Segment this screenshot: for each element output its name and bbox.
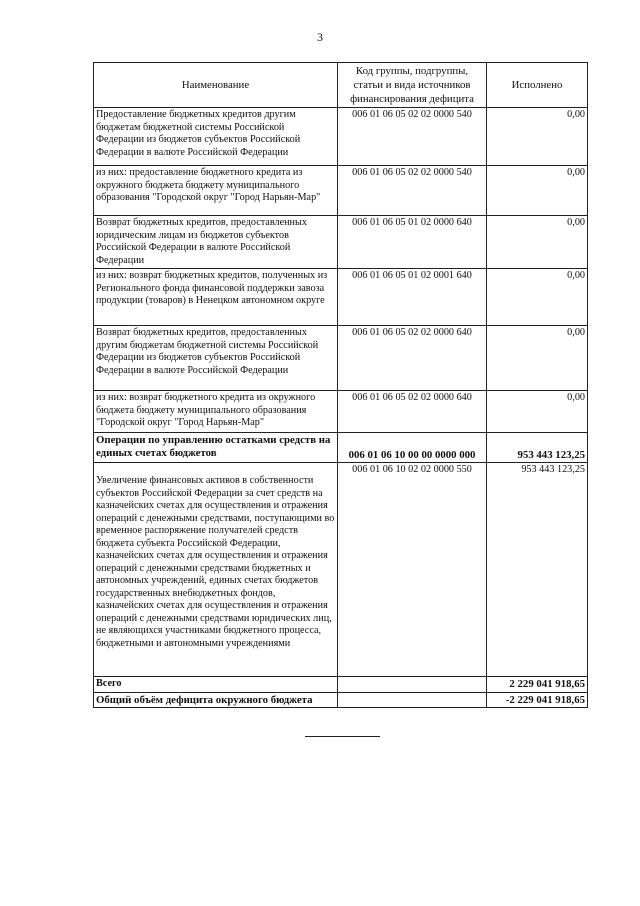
row-name: из них: предоставление бюджетного кредита из окружного бюджета бюджету муниципального образования "Городской округ "Город Нарьян-Мар" [94,166,338,216]
row-name: Возврат бюджетных кредитов, предоставленных другим бюджетам бюджетной системы Российской Федерации из бюджетов субъектов Российской Федерации в валюте Российской Федерации [94,326,338,391]
row-amount: 0,00 [487,166,588,216]
total-amount: 2 229 041 918,65 [487,677,588,693]
row-name: Увеличение финансовых активов в собственности субъектов Российской Федерации за счет средств на казначейских счетах для осуществления и отражения операций с денежными средствами, поступающими во временное распоряжение получателей средств бюджета субъекта Российской Федерации, казначейских счетах для осуществления и отражения операций с денежными средствами бюджетных и автономных учреждений, единых счетах бюджетов государственных внебюджетных фондов, казначейских счетах для осуществления и отражения операций с денежными средствами юридических лиц, не являющихся участниками бюджетного процесса, бюджетными и автономными учреждениями [94,463,338,677]
table-row [94,166,588,216]
table-row-operations [94,433,588,463]
row-amount: 953 443 123,25 [487,463,588,677]
row-amount: 0,00 [487,108,588,166]
row-name: из них: возврат бюджетного кредита из окружного бюджета бюджету муниципального образования "Городской округ "Город Нарьян-Мар" [94,391,338,433]
row-amount: 953 443 123,25 [487,433,588,463]
header-executed: Исполнено [487,63,588,108]
header-name: Наименование [94,63,338,108]
row-code: 006 01 06 05 01 02 0000 640 [338,216,487,269]
row-name: Предоставление бюджетных кредитов другим бюджетам бюджетной системы Российской Федерации из бюджетов субъектов Российской Федерации в валюте Российской Федерации [94,108,338,166]
table-row-deficit [94,692,588,708]
row-code: 006 01 06 10 02 02 0000 550 [338,463,487,677]
row-amount: 0,00 [487,269,588,326]
row-name: из них: возврат бюджетных кредитов, полученных из Регионального фонда финансовой поддержки завоза продукции (товаров) в Ненецком автономном округе [94,269,338,326]
table-row [94,391,588,433]
deficit-code-empty [338,692,487,708]
table-row [94,108,588,166]
page-number: 3 [317,30,323,44]
budget-sources-table [93,62,588,708]
total-label: Всего [94,677,338,693]
table-row [94,326,588,391]
closing-rule [305,736,380,737]
row-code: 006 01 06 05 02 02 0000 540 [338,108,487,166]
row-code: 006 01 06 05 01 02 0001 640 [338,269,487,326]
header-code: Код группы, подгруппы, статьи и вида источников финансирования дефицита [338,63,487,108]
table-row-total [94,677,588,693]
table-row [94,463,588,677]
row-code: 006 01 06 10 00 00 0000 000 [338,433,487,463]
row-amount: 0,00 [487,391,588,433]
deficit-amount: -2 229 041 918,65 [487,692,588,708]
table-row [94,269,588,326]
row-name: Операции по управлению остатками средств на единых счетах бюджетов [94,433,338,463]
row-name: Возврат бюджетных кредитов, предоставленных юридическим лицам из бюджетов субъектов Российской Федерации в валюте Российской Федерации [94,216,338,269]
table-row [94,216,588,269]
row-amount: 0,00 [487,216,588,269]
row-code: 006 01 06 05 02 02 0000 640 [338,326,487,391]
total-code-empty [338,677,487,693]
row-amount: 0,00 [487,326,588,391]
row-code: 006 01 06 05 02 02 0000 540 [338,166,487,216]
table-header-row [94,63,588,108]
row-code: 006 01 06 05 02 02 0000 640 [338,391,487,433]
deficit-label: Общий объём дефицита окружного бюджета [94,692,338,708]
